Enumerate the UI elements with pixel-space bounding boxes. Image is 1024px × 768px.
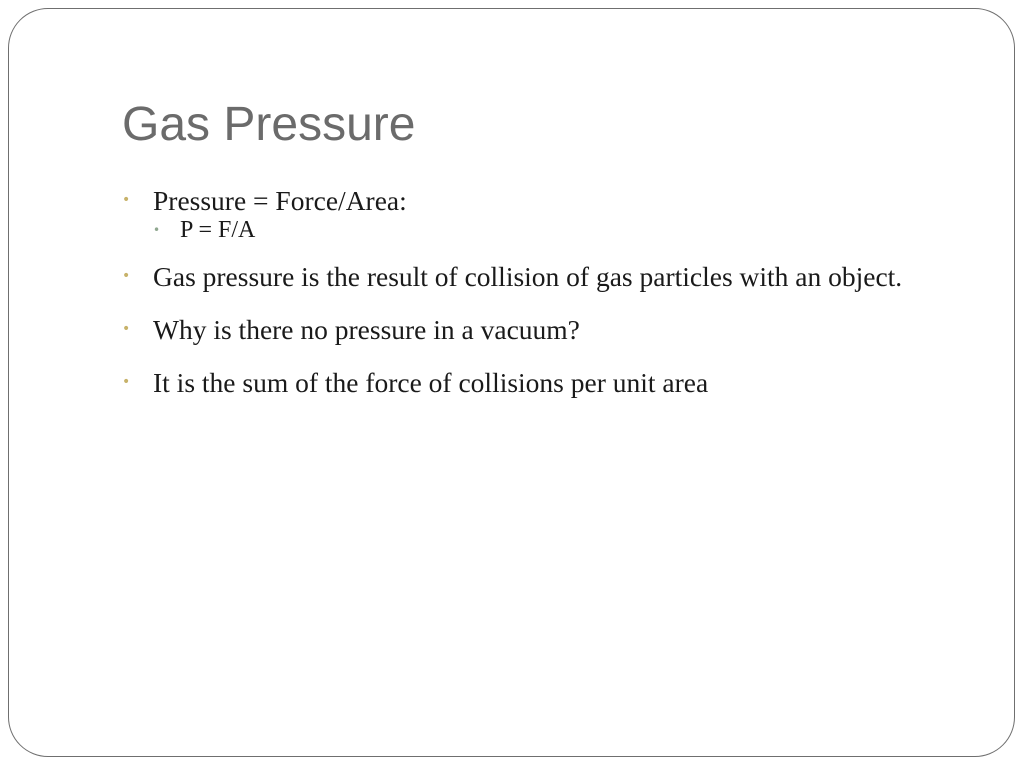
bullet-dot-icon: • [122,321,131,337]
bullet-text: P = F/A [180,217,256,243]
slide-frame [8,8,1015,757]
bullet-dot-icon: • [122,192,131,208]
bullet-dot-icon: • [122,374,131,390]
bullet-dot-icon: • [122,268,131,284]
bullet-dot-icon: • [153,223,161,237]
sub-bullet-item [153,215,962,245]
bullet-text: Gas pressure is the result of collision of gas particles with an object. [153,261,903,292]
bullet-text: Pressure = Force/Area: [153,185,407,216]
bullet-item [122,255,962,299]
bullet-list [122,179,962,414]
bullet-text: Why is there no pressure in a vacuum? [153,314,580,345]
bullet-text: It is the sum of the force of collisions per unit area [153,367,709,398]
bullet-item [122,308,962,352]
slide-title: Gas Pressure [122,98,416,151]
bullet-item [122,361,962,405]
